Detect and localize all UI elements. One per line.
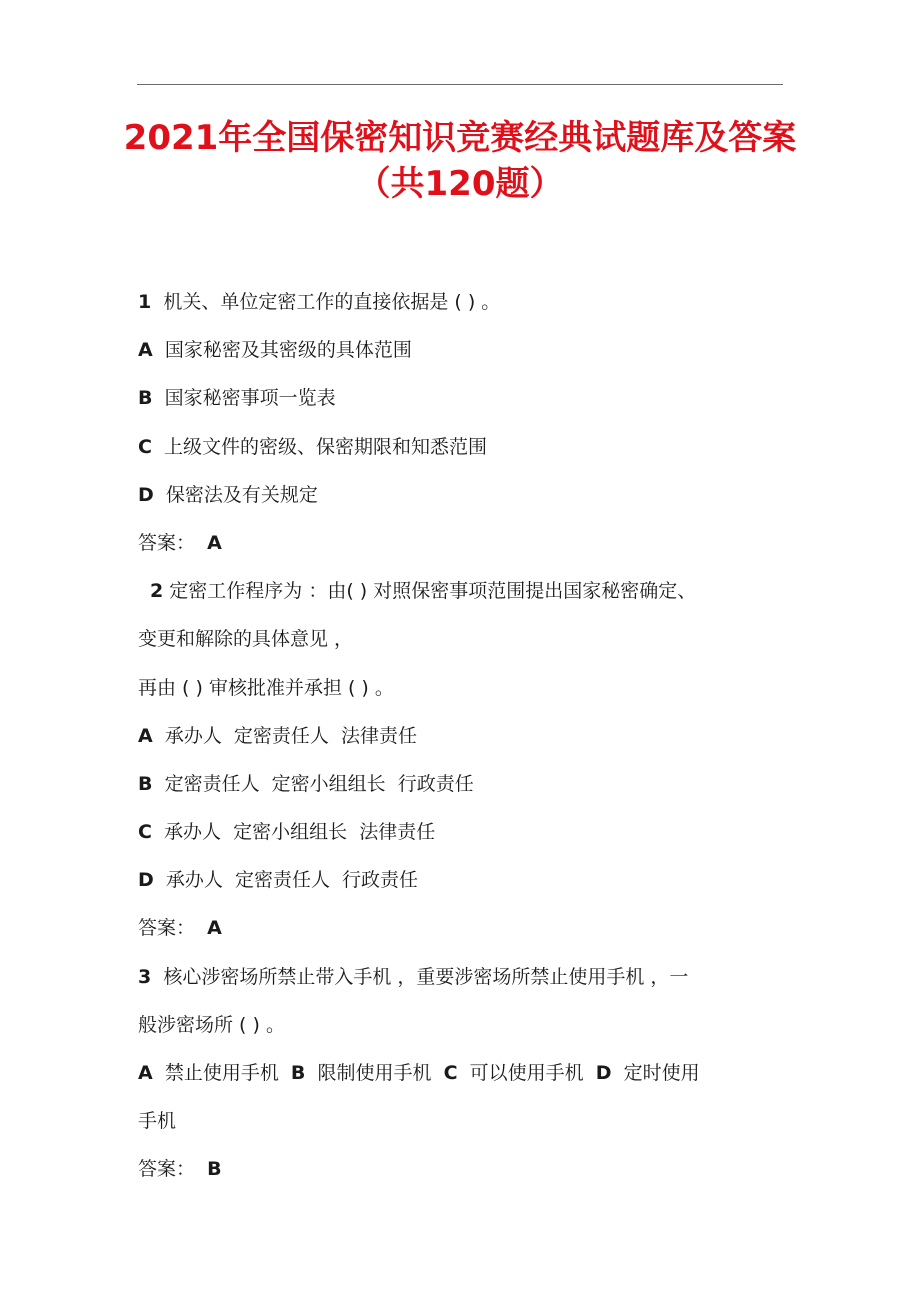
- question-2-option-d: D 承办人 定密责任人 行政责任: [138, 869, 419, 892]
- question-1-option-d: D 保密法及有关规定: [138, 483, 318, 506]
- question-list: [138, 284, 798, 1200]
- question-2-stem-line3: 再由 ( ) 审核批准并承担 ( ) 。: [138, 676, 394, 699]
- question-2-option-b: B 定密责任人 定密小组组长 行政责任: [138, 772, 474, 795]
- question-1-option-c: C 上级文件的密级、保密期限和知悉范围: [138, 435, 488, 458]
- question-2-stem-line1: 2 定密工作程序为 ：由( ) 对照保密事项范围提出国家秘密确定、: [150, 580, 697, 603]
- question-2-answer: 答案： A: [138, 917, 222, 940]
- question-1-stem: 1 机关、单位定密工作的直接依据是 ( ) 。: [138, 291, 501, 313]
- question-3-options-wrap: 手机: [138, 1110, 177, 1133]
- question-1-option-b: B 国家秘密事项一览表: [138, 387, 336, 410]
- question-2-stem-line2: 变更和解除的具体意见 ，: [138, 628, 354, 651]
- header-rule: [137, 84, 783, 85]
- document-subtitle: （共120题）: [356, 164, 564, 204]
- question-2-option-c: C 承办人 定密小组组长 法律责任: [138, 821, 436, 844]
- question-3-options: A 禁止使用手机 B 限制使用手机 C 可以使用手机 D 定时使用: [138, 1062, 700, 1084]
- question-3-stem-line2: 般涉密场所 ( ) 。: [138, 1013, 285, 1036]
- document-title: 2021年全国保密知识竞赛经典试题库及答案: [123, 118, 797, 158]
- question-1-option-a: A 国家秘密及其密级的具体范围: [138, 339, 412, 362]
- question-3-answer: 答案： B: [138, 1158, 222, 1181]
- question-2-option-a: A 承办人 定密责任人 法律责任: [138, 724, 417, 747]
- question-1-answer: 答案： A: [138, 531, 222, 554]
- question-3-stem-line1: 3 核心涉密场所禁止带入手机 ，重要涉密场所禁止使用手机 ，一: [138, 965, 689, 988]
